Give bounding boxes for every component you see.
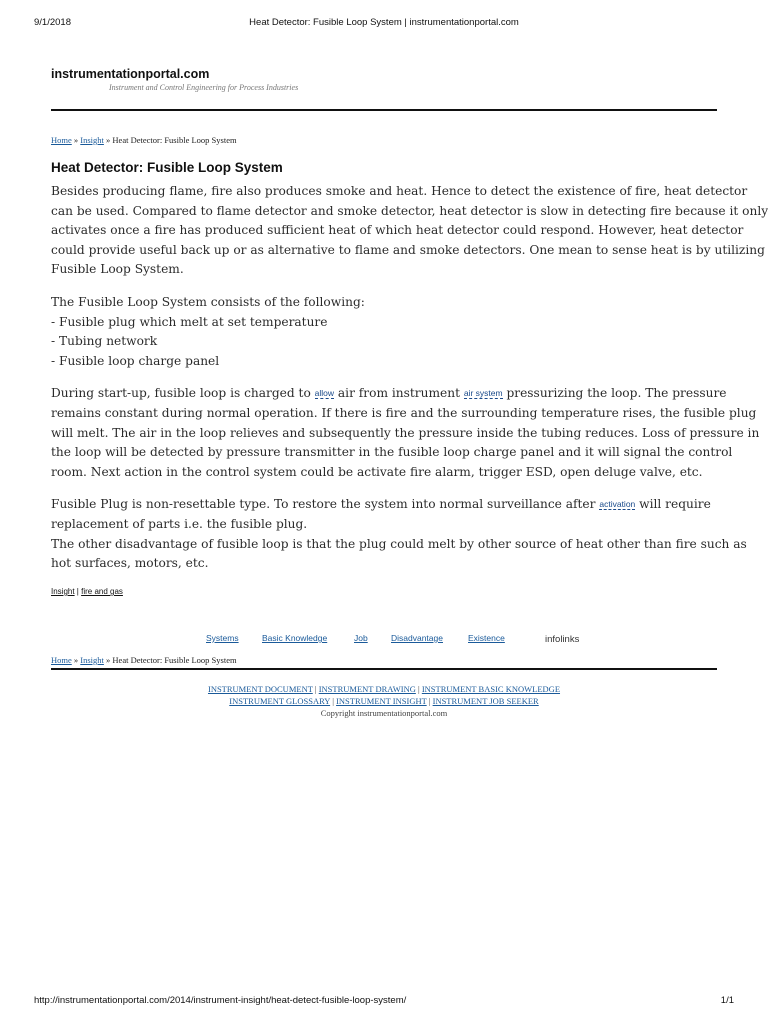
infolinks-disadvantage-link[interactable]: Disadvantage [391, 633, 443, 643]
infolinks-existence-link[interactable]: Existence [468, 633, 505, 643]
list-item: - Fusible loop charge panel [51, 353, 220, 368]
tag-fire-and-gas-link[interactable]: fire and gas [81, 587, 123, 596]
footer-link-instrument-job-seeker[interactable]: INSTRUMENT JOB SEEKER [432, 696, 539, 706]
footer-separator: | [415, 684, 422, 694]
site-tagline: Instrument and Control Engineering for Process Industries [109, 83, 299, 92]
list-item: - Tubing network [51, 334, 158, 349]
site-title[interactable]: instrumentationportal.com [51, 67, 210, 81]
infolinks-basic-knowledge-link[interactable]: Basic Knowledge [262, 633, 328, 643]
paragraph-components [51, 293, 723, 371]
breadcrumb-current: Heat Detector: Fusible Loop System [112, 135, 237, 145]
paragraph-intro [51, 182, 768, 280]
breadcrumb-separator: » [103, 135, 113, 145]
infolinks-systems-link[interactable]: Systems [206, 633, 239, 643]
footer-link-instrument-document[interactable]: INSTRUMENT DOCUMENT [207, 684, 313, 694]
text-line: will melt. The air in the loop relieves and subsequently the pressure inside the tubing reduces. Loss of pressure in [51, 425, 760, 440]
footer-link-instrument-basic-knowledge[interactable]: INSTRUMENT BASIC KNOWLEDGE [421, 684, 561, 694]
text-run: will require [635, 497, 711, 512]
breadcrumb-separator: » [103, 655, 113, 665]
text-line: The Fusible Loop System consists of the following: [51, 294, 365, 309]
breadcrumb-home-link[interactable]: Home [51, 135, 72, 145]
print-title: Heat Detector: Fusible Loop System | instrumentationportal.com [249, 17, 519, 28]
breadcrumb-insight-link[interactable]: Insight [80, 655, 104, 665]
keyword-link-allow[interactable]: allow [314, 388, 335, 399]
print-url: http://instrumentationportal.com/2014/instrument-insight/heat-detect-fusible-loop-system/ [34, 995, 407, 1006]
breadcrumb-current: Heat Detector: Fusible Loop System [112, 655, 237, 665]
list-item: - Fusible plug which melt at set temperature [51, 314, 328, 329]
footer-separator: | [330, 696, 337, 706]
text-run: During start-up, fusible loop is charged to [51, 386, 315, 401]
copyright-label: Copyright [320, 708, 358, 718]
breadcrumb-bottom [51, 655, 237, 665]
print-page-number: 1/1 [720, 995, 734, 1006]
text-run: air from instrument [334, 386, 464, 401]
infolinks-job-link[interactable]: Job [354, 633, 368, 643]
text-line: the loop will be detected by pressure transmitter in the fusible loop charge panel and it will signal the control [51, 445, 733, 460]
copyright [51, 707, 717, 719]
footer-link-instrument-glossary[interactable]: INSTRUMENT GLOSSARY [229, 696, 331, 706]
text-line: room. Next action in the control system could be activate fire alarm, trigger ESD, open deluge valve, etc. [51, 464, 703, 479]
text-line: can be used. Compared to flame detector and smoke detector, heat detector is slow in detecting fire because it only [51, 203, 768, 218]
footer-link-instrument-insight[interactable]: INSTRUMENT INSIGHT [336, 696, 427, 706]
text-line [51, 495, 723, 515]
article-body [51, 182, 768, 587]
keyword-link-air-system[interactable]: air system [463, 388, 503, 399]
keyword-link-activation[interactable]: activation [599, 499, 636, 510]
print-date: 9/1/2018 [34, 17, 71, 28]
footer-row [51, 683, 717, 695]
breadcrumb-insight-link[interactable]: Insight [80, 135, 104, 145]
footer-divider [51, 668, 717, 670]
text-run: pressurizing the loop. The pressure [502, 386, 727, 401]
header-divider [51, 109, 717, 111]
footer-separator: | [312, 684, 319, 694]
text-line: hot surfaces, motors, etc. [51, 556, 209, 571]
text-line [51, 384, 727, 404]
text-line: could provide useful back up or as alternative to flame and smoke detectors. One mean to sense heat is by utilizing [51, 242, 765, 257]
footer-separator: | [426, 696, 433, 706]
infolinks-brand[interactable]: infolinks [545, 634, 580, 645]
text-line: remains constant during normal operation. If there is fire and the surrounding temperature rises, the fusible plug [51, 405, 757, 420]
breadcrumb-separator: » [71, 655, 81, 665]
footer-row [51, 695, 717, 707]
text-line: The other disadvantage of fusible loop is that the plug could melt by other source of heat other than fire such as [51, 536, 747, 551]
breadcrumb [51, 135, 237, 145]
text-line: replacement of parts i.e. the fusible plug. [51, 516, 308, 531]
tag-separator: | [74, 587, 82, 596]
footer-link-instrument-drawing[interactable]: INSTRUMENT DRAWING [318, 684, 416, 694]
post-tags [51, 587, 123, 596]
paragraph-limitations [51, 495, 747, 573]
breadcrumb-home-link[interactable]: Home [51, 655, 72, 665]
breadcrumb-separator: » [71, 135, 81, 145]
text-run: Fusible Plug is non-resettable type. To restore the system into normal surveillance after [51, 497, 600, 512]
footer-links [51, 683, 717, 719]
text-line: activates once a fire has produced sufficient heat of which heat detector could respond. However, heat detector [51, 223, 744, 238]
tag-insight-link[interactable]: Insight [51, 587, 75, 596]
article-title: Heat Detector: Fusible Loop System [51, 160, 283, 175]
text-line: Fusible Loop System. [51, 262, 184, 277]
paragraph-operation [51, 384, 760, 482]
text-line: Besides producing flame, fire also produces smoke and heat. Hence to detect the existence of fire, heat detector [51, 184, 748, 198]
copyright-site: instrumentationportal.com [357, 708, 448, 718]
